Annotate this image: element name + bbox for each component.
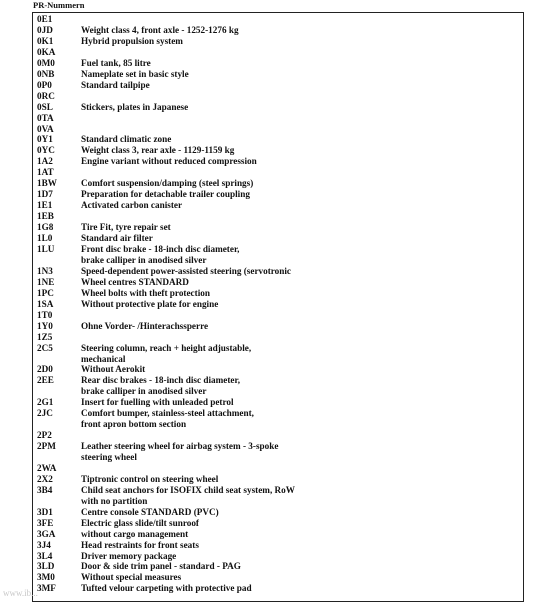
pr-description-line: Electric glass slide/tilt sunroof <box>81 517 199 528</box>
table-row <box>33 430 523 441</box>
pr-description <box>81 80 523 91</box>
pr-description-line: with no partition <box>81 495 148 506</box>
pr-description <box>81 189 523 200</box>
pr-code: 0VA <box>37 123 54 134</box>
pr-code: 2P2 <box>37 430 52 441</box>
table-row <box>33 69 523 80</box>
pr-description <box>81 47 523 58</box>
table-row <box>33 266 523 277</box>
table-row <box>33 583 523 594</box>
pr-description-line: Without protective plate for engine <box>81 298 219 309</box>
pr-code: 3FE <box>37 517 54 528</box>
pr-description-line: Standard climatic zone <box>81 134 172 145</box>
pr-description-line: Fuel tank, 85 litre <box>81 57 151 68</box>
pr-code: 1PC <box>37 287 54 298</box>
pr-description-line: Head restraints for front seats <box>81 539 199 550</box>
page-title: PR-Nummern <box>33 0 85 10</box>
pr-description-line <box>81 430 523 441</box>
pr-description <box>81 310 523 321</box>
pr-code: 1EB <box>37 211 54 222</box>
pr-description-line <box>81 124 523 135</box>
table-row <box>33 551 523 562</box>
pr-description <box>81 507 523 518</box>
pr-code: 0YC <box>37 145 55 156</box>
pr-description <box>81 441 523 463</box>
pr-description-line: Without Aerokit <box>81 364 146 375</box>
pr-code: 1NE <box>37 276 55 287</box>
pr-description <box>81 430 523 441</box>
pr-description <box>81 583 523 594</box>
pr-description-line: Hybrid propulsion system <box>81 35 183 46</box>
table-row <box>33 364 523 375</box>
pr-description <box>81 572 523 583</box>
pr-description-line: Nameplate set in basic style <box>81 68 189 79</box>
pr-description-line: Tiptronic control on steering wheel <box>81 473 219 484</box>
pr-description <box>81 69 523 80</box>
pr-code: 1A2 <box>37 156 53 167</box>
pr-code: 0K1 <box>37 35 54 46</box>
pr-description-line: Insert for fuelling with unleaded petrol <box>81 397 234 408</box>
pr-code: 0SL <box>37 101 53 112</box>
pr-description-line: brake calliper in anodised silver <box>81 386 207 397</box>
pr-description-line <box>81 211 523 222</box>
table-row <box>33 474 523 485</box>
table-row <box>33 14 523 25</box>
pr-code: 1E1 <box>37 200 53 211</box>
table-row <box>33 134 523 145</box>
table-row <box>33 25 523 36</box>
pr-description-line <box>81 47 523 58</box>
pr-description-line: brake calliper in anodised silver <box>81 254 207 265</box>
pr-code: 1D7 <box>37 189 53 200</box>
pr-description <box>81 518 523 529</box>
pr-description-line <box>81 167 523 178</box>
pr-description-line: Centre console STANDARD (PVC) <box>81 506 219 517</box>
table-row <box>33 310 523 321</box>
table-row <box>33 167 523 178</box>
pr-code: 2D0 <box>37 364 53 375</box>
pr-code: 3LD <box>37 561 55 572</box>
pr-description-line: Speed-dependent power-assisted steering (servotronic <box>81 265 292 276</box>
pr-description <box>81 277 523 288</box>
pr-description <box>81 551 523 562</box>
table-row <box>33 58 523 69</box>
pr-code: 1Z5 <box>37 331 53 342</box>
pr-description <box>81 561 523 572</box>
pr-description-line: Without special measures <box>81 572 182 583</box>
pr-description-line: Engine variant without reduced compression <box>81 156 257 167</box>
pr-description-line <box>81 332 523 343</box>
pr-code-list <box>33 14 523 594</box>
pr-code: 2C5 <box>37 342 53 353</box>
pr-description-line: Tire Fit, tyre repair set <box>81 222 171 233</box>
pr-code: 1BW <box>37 178 57 189</box>
table-row <box>33 91 523 102</box>
pr-description-line: without cargo management <box>81 528 189 539</box>
pr-description <box>81 58 523 69</box>
table-row <box>33 463 523 474</box>
pr-code: 0Y1 <box>37 134 53 145</box>
pr-description-line: Child seat anchors for ISOFIX child seat system, RoW <box>81 484 295 495</box>
pr-code: 0E1 <box>37 14 53 24</box>
table-row <box>33 507 523 518</box>
pr-description <box>81 124 523 135</box>
table-row <box>33 375 523 397</box>
table-row <box>33 233 523 244</box>
table-row <box>33 343 523 365</box>
pr-code: 3M0 <box>37 572 55 583</box>
pr-code: 1L0 <box>37 233 53 244</box>
pr-description-line: Preparation for detachable trailer coupling <box>81 189 250 200</box>
pr-description <box>81 485 523 507</box>
table-row <box>33 397 523 408</box>
pr-description <box>81 540 523 551</box>
pr-description <box>81 288 523 299</box>
pr-code: 2X2 <box>37 473 53 484</box>
pr-description-line: Front disc brake - 18-inch disc diameter, <box>81 244 240 255</box>
pr-code: 0P0 <box>37 79 52 90</box>
table-row <box>33 529 523 540</box>
table-row <box>33 244 523 266</box>
table-row <box>33 145 523 156</box>
pr-code: 3GA <box>37 528 56 539</box>
table-row <box>33 222 523 233</box>
table-row <box>33 299 523 310</box>
pr-description-line: Comfort suspension/damping (steel springs) <box>81 178 254 189</box>
pr-code: 1SA <box>37 298 54 309</box>
pr-description-line: Tufted velour carpeting with protective pad <box>81 583 252 594</box>
pr-description <box>81 397 523 408</box>
pr-description <box>81 321 523 332</box>
pr-description-line: Standard air filter <box>81 233 153 244</box>
pr-code: 1LU <box>37 244 55 255</box>
pr-code: 1N3 <box>37 265 53 276</box>
pr-description-line: Weight class 3, rear axle - 1129-1159 kg <box>81 145 235 156</box>
table-row <box>33 518 523 529</box>
pr-description <box>81 408 523 430</box>
pr-code: 2EE <box>37 375 54 386</box>
pr-description <box>81 474 523 485</box>
pr-description <box>81 134 523 145</box>
pr-description <box>81 113 523 124</box>
pr-description-line <box>81 14 523 25</box>
pr-description-line: Ohne Vorder- /Hinterachssperre <box>81 320 209 331</box>
pr-description <box>81 14 523 25</box>
table-row <box>33 156 523 167</box>
table-row <box>33 211 523 222</box>
pr-description <box>81 91 523 102</box>
table-row <box>33 561 523 572</box>
pr-description <box>81 244 523 266</box>
pr-description-line <box>81 310 523 321</box>
pr-description-line: Weight class 4, front axle - 1252-1276 kg <box>81 24 239 35</box>
table-row <box>33 332 523 343</box>
table-row <box>33 288 523 299</box>
pr-code: 3D1 <box>37 506 53 517</box>
pr-code: 3B4 <box>37 484 53 495</box>
pr-description <box>81 299 523 310</box>
pr-description <box>81 375 523 397</box>
pr-code: 2WA <box>37 462 57 473</box>
table-row <box>33 80 523 91</box>
pr-code: 0JD <box>37 24 53 35</box>
pr-code: 0TA <box>37 112 54 123</box>
pr-description <box>81 36 523 47</box>
pr-description <box>81 156 523 167</box>
pr-description <box>81 463 523 474</box>
table-row <box>33 277 523 288</box>
pr-description <box>81 222 523 233</box>
table-row <box>33 124 523 135</box>
pr-description-line: Standard tailpipe <box>81 79 150 90</box>
pr-description <box>81 343 523 365</box>
pr-description-line <box>81 463 523 474</box>
pr-description-line: front apron bottom section <box>81 419 187 430</box>
pr-description-line <box>81 91 523 102</box>
pr-code: 0NB <box>37 68 55 79</box>
table-row <box>33 189 523 200</box>
pr-description-line: Leather steering wheel for airbag system - 3-spoke <box>81 441 279 452</box>
table-row <box>33 178 523 189</box>
pr-code: 0KA <box>37 46 56 57</box>
pr-description-line: Comfort bumper, stainless-steel attachment, <box>81 408 254 419</box>
pr-description <box>81 200 523 211</box>
pr-code: 3L4 <box>37 550 53 561</box>
table-row <box>33 540 523 551</box>
pr-code: 1G8 <box>37 222 54 233</box>
pr-description <box>81 145 523 156</box>
pr-description-line: Driver memory package <box>81 550 177 561</box>
table-row <box>33 321 523 332</box>
table-row <box>33 572 523 583</box>
pr-description-line <box>81 113 523 124</box>
pr-description-line: Wheel bolts with theft protection <box>81 287 210 298</box>
pr-code: 2JC <box>37 408 53 419</box>
pr-code: 3MF <box>37 583 56 594</box>
pr-description <box>81 529 523 540</box>
pr-code: 1Y0 <box>37 320 53 331</box>
pr-code: 1T0 <box>37 309 53 320</box>
pr-description-line: Rear disc brakes - 18-inch disc diameter, <box>81 375 240 386</box>
table-row <box>33 47 523 58</box>
pr-description-line: Steering column, reach + height adjustable, <box>81 342 252 353</box>
pr-description <box>81 167 523 178</box>
pr-description <box>81 25 523 36</box>
table-row <box>33 113 523 124</box>
pr-description <box>81 364 523 375</box>
pr-description <box>81 332 523 343</box>
table-row <box>33 441 523 463</box>
pr-code-table <box>32 12 524 602</box>
pr-code: 2G1 <box>37 397 54 408</box>
pr-description-line: Wheel centres STANDARD <box>81 276 189 287</box>
watermark: www.ib... <box>3 588 38 598</box>
table-row <box>33 408 523 430</box>
pr-description-line: Activated carbon canister <box>81 200 183 211</box>
pr-code: 2PM <box>37 441 56 452</box>
pr-description-line: steering wheel <box>81 451 137 462</box>
pr-description <box>81 211 523 222</box>
table-row <box>33 36 523 47</box>
pr-code: 1AT <box>37 167 54 178</box>
table-row <box>33 102 523 113</box>
table-row <box>33 200 523 211</box>
pr-description-line: mechanical <box>81 353 126 364</box>
pr-code: 0RC <box>37 90 55 101</box>
pr-description-line: Door & side trim panel - standard - PAG <box>81 561 241 572</box>
pr-code: 3J4 <box>37 539 51 550</box>
pr-description <box>81 178 523 189</box>
pr-description <box>81 102 523 113</box>
pr-description-line: Stickers, plates in Japanese <box>81 101 189 112</box>
pr-description <box>81 233 523 244</box>
pr-code: 0M0 <box>37 57 55 68</box>
table-row <box>33 485 523 507</box>
pr-description <box>81 266 523 277</box>
